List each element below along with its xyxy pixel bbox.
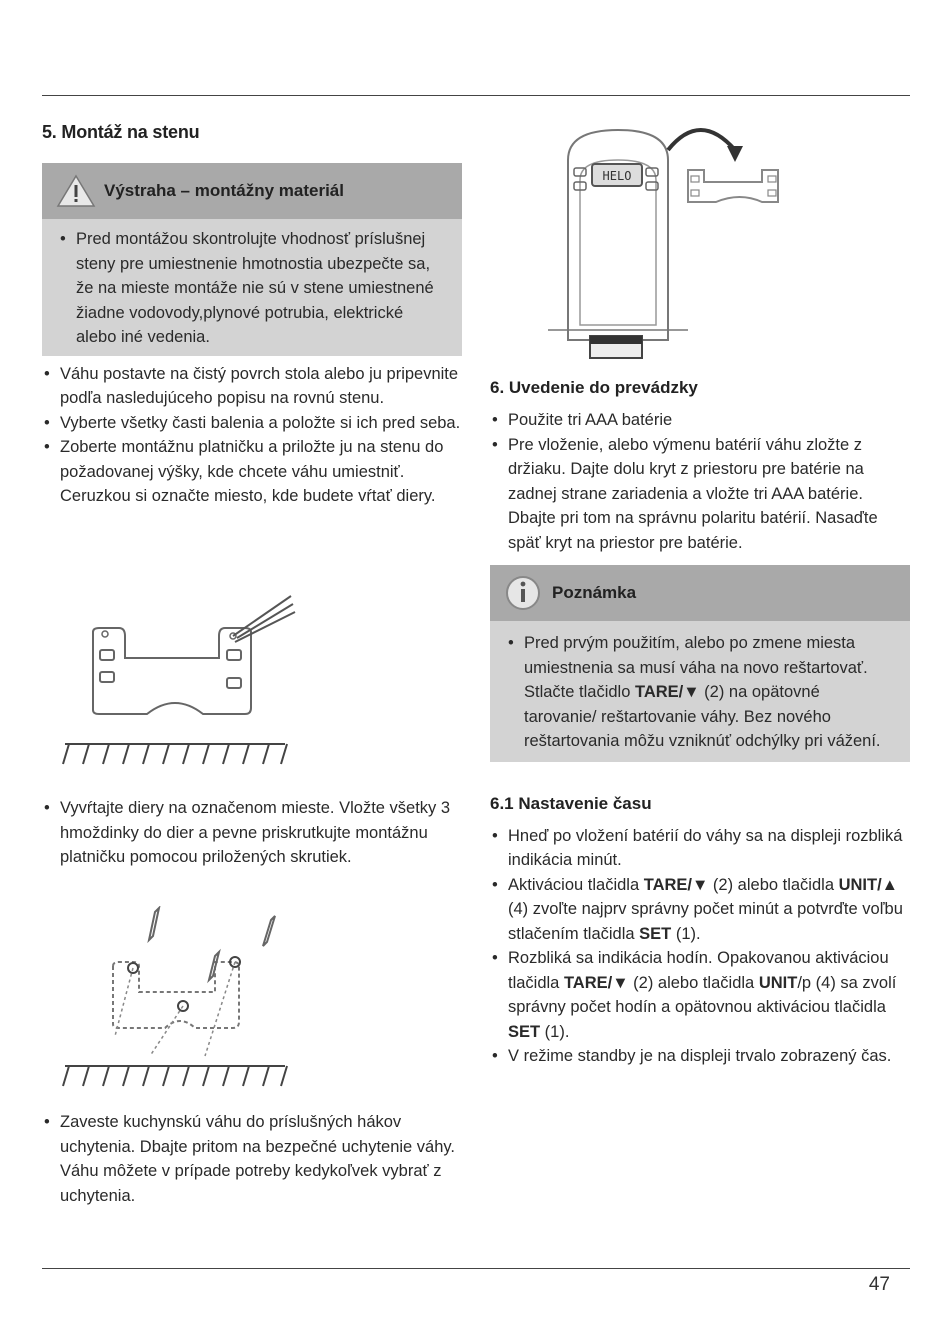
info-circle-icon xyxy=(504,574,542,612)
list-item: • Rozbliká sa indikácia hodín. Opakovanou aktiváciou tlačidla TARE/▼ (2) alebo tlačidla UNIT/p (4) sa zvolí správny počet hodín a opätovnou aktiváciou tlačidla SET (1). xyxy=(490,946,910,1044)
note-box-body xyxy=(490,621,910,762)
warning-box-body xyxy=(42,219,462,356)
top-rule xyxy=(42,95,910,96)
note-title: Poznámka xyxy=(552,583,637,602)
list-item: • Pre vloženie, alebo výmenu batérií váhu zložte z držiaku. Dajte dolu kryt z priestoru pre batérie na zadnej strane zariadenia a vložte tri AAA batérie. Dbajte pri tom na správnu polaritu batérií. Nasaďte späť kryt na priestor pre batérie. xyxy=(490,433,910,556)
section-5-list-b-wrap xyxy=(42,796,462,870)
left-column xyxy=(42,122,462,509)
list-item: • Vyberte všetky časti balenia a položte si ich pred seba. xyxy=(42,411,462,436)
page-number: 47 xyxy=(868,1274,890,1295)
scale-hanging-illustration xyxy=(540,120,790,365)
list-item: • Váhu postavte na čistý povrch stola alebo ju pripevnite podľa nasledujúceho popisu na rovnú stenu. xyxy=(42,362,462,411)
right-column xyxy=(490,378,910,1069)
note-box xyxy=(490,565,910,762)
list-item: • Zaveste kuchynskú váhu do príslušných hákov uchytenia. Dbajte pritom na bezpečné uchytenie váhy. Váhu môžete v prípade potreby kedykoľvek vybrať z uchytenia. xyxy=(42,1110,462,1208)
bottom-rule xyxy=(42,1268,910,1269)
warning-title: Výstraha – montážny materiál xyxy=(104,181,344,200)
section-5-list-a xyxy=(42,362,462,509)
note-item: • Pred prvým použitím, alebo po zmene miesta umiestnenia sa musí váha na novo reštartovať. Stlačte tlačidlo TARE/▼ (2) na opätovné tarovanie/ reštartovanie váhy. Bez nového reštartovania môžu vzniknúť odchýlky pri vážení. xyxy=(506,631,896,754)
section-5-list-b xyxy=(42,796,462,870)
section-6-title: 6. Uvedenie do prevádzky xyxy=(490,378,698,397)
section-61-list xyxy=(490,824,910,1069)
screws-dowels-illustration xyxy=(55,906,305,1096)
list-item: • Zoberte montážnu platničku a priložte ju na stenu do požadovanej výšky, kde chcete váhu umiestniť. Ceruzkou si označte miesto, kde budete vŕtať diery. xyxy=(42,435,462,509)
list-item: • Hneď po vložení batérií do váhy sa na displeji rozbliká indikácia minút. xyxy=(490,824,910,873)
section-61-title: 6.1 Nastavenie času xyxy=(490,793,652,813)
warning-box xyxy=(42,163,462,356)
section-6-list xyxy=(490,408,910,555)
list-item: • Aktiváciou tlačidla TARE/▼ (2) alebo tlačidla UNIT/▲ (4) zvoľte najprv správny počet minút a potvrďte voľbu stlačením tlačidla SET (1). xyxy=(490,873,910,947)
warning-box-header xyxy=(42,163,462,219)
list-item: • Použite tri AAA batérie xyxy=(490,408,910,433)
scale-display-text: HELO xyxy=(602,169,632,183)
list-item: • Vyvŕtajte diery na označenom mieste. Vložte všetky 3 hmoždinky do dier a pevne priskrutkujte montážnu platničku pomocou priložených skrutiek. xyxy=(42,796,462,870)
warning-triangle-icon xyxy=(56,174,96,208)
mounting-plate-pencil-illustration xyxy=(55,592,305,777)
section-5-title: 5. Montáž na stenu xyxy=(42,122,200,142)
warning-item: • Pred montážou skontrolujte vhodnosť príslušnej steny pre umiestnenie hmotnostia ubezpečte sa, že na mieste montáže nie sú v stene umiestnené žiadne vodovody,plynové potrubia, elektrické alebo iné vedenia. xyxy=(58,227,448,350)
section-5-list-c-wrap xyxy=(42,1110,462,1208)
section-5-list-c xyxy=(42,1110,462,1208)
note-box-header xyxy=(490,565,910,621)
list-item: • V režime standby je na displeji trvalo zobrazený čas. xyxy=(490,1044,910,1069)
